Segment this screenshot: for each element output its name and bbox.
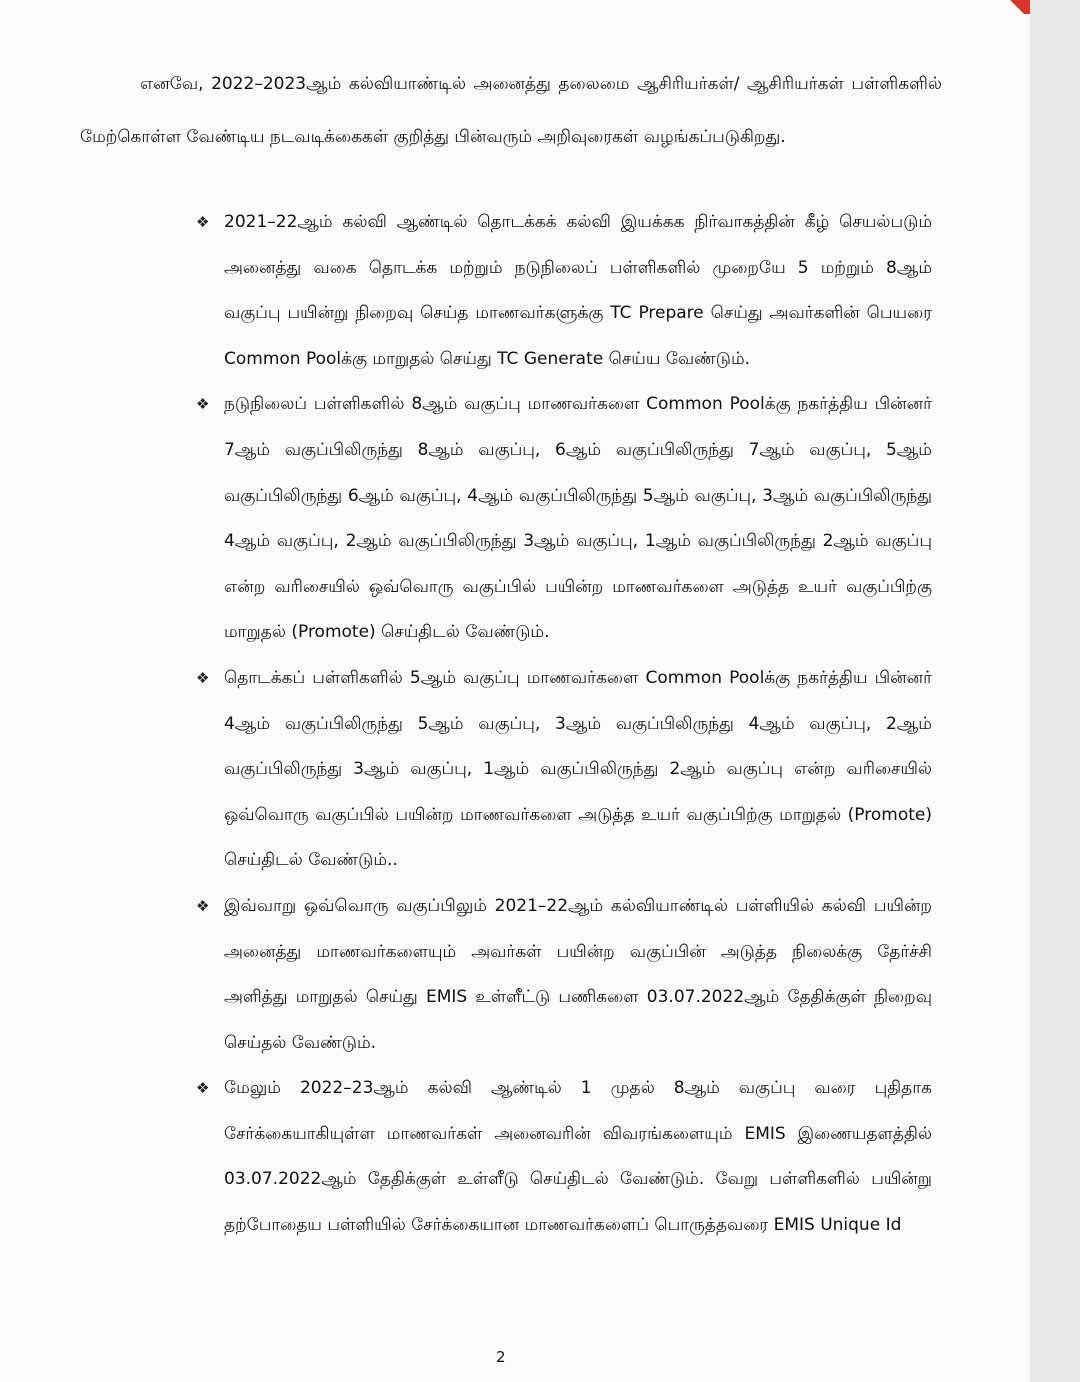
diamond-bullet-icon: ❖	[196, 395, 210, 414]
bullet-text: இவ்வாறு ஒவ்வொரு வகுப்பிலும் 2021–22ஆம் கல்வியாண்டில் பள்ளியில் கல்வி பயின்ற அனைத்து மாணவர்களையும் அவர்கள் பயின்ற வகுப்பின் அடுத்த நிலைக்கு தேர்ச்சி அளித்து மாறுதல் செய்து EMIS உள்ளீட்டு பணிகளை 03.07.2022ஆம் தேதிக்குள் நிறைவு செய்தல் வேண்டும்.	[224, 895, 932, 1053]
list-item	[196, 656, 932, 884]
bullet-text: தொடக்கப் பள்ளிகளில் 5ஆம் வகுப்பு மாணவர்களை Common Poolக்கு நகர்த்திய பின்னர் 4ஆம் வகுப்பிலிருந்து 5ஆம் வகுப்பு, 3ஆம் வகுப்பிலிருந்து 4ஆம் வகுப்பு, 2ஆம் வகுப்பிலிருந்து 3ஆம் வகுப்பு, 1ஆம் வகுப்பிலிருந்து 2ஆம் வகுப்பு என்ற வரிசையில் ஒவ்வொரு வகுப்பில் பயின்ற மாணவர்களை அடுத்த உயர் வகுப்பிற்கு மாறுதல் (Promote) செய்திடல் வேண்டும்..	[224, 667, 932, 871]
list-item	[196, 1066, 932, 1248]
bullet-text: 2021–22ஆம் கல்வி ஆண்டில் தொடக்கக் கல்வி இயக்கக நிர்வாகத்தின் கீழ் செயல்படும் அனைத்து வகை தொடக்க மற்றும் நடுநிலைப் பள்ளிகளில் முறையே 5 மற்றும் 8ஆம் வகுப்பு பயின்று நிறைவு செய்த மாணவர்களுக்கு TC Prepare செய்து அவர்களின் பெயரை Common Poolக்கு மாறுதல் செய்து TC Generate செய்ய வேண்டும்.	[224, 212, 932, 369]
list-item	[196, 884, 932, 1066]
diamond-bullet-icon: ❖	[196, 896, 210, 915]
list-item	[196, 382, 932, 656]
bullet-text: நடுநிலைப் பள்ளிகளில் 8ஆம் வகுப்பு மாணவர்களை Common Poolக்கு நகர்த்திய பின்னர் 7ஆம் வகுப்பிலிருந்து 8ஆம் வகுப்பு, 6ஆம் வகுப்பிலிருந்து 7ஆம் வகுப்பு, 5ஆம் வகுப்பிலிருந்து 6ஆம் வகுப்பு, 4ஆம் வகுப்பிலிருந்து 5ஆம் வகுப்பு, 3ஆம் வகுப்பிலிருந்து 4ஆம் வகுப்பு, 2ஆம் வகுப்பிலிருந்து 3ஆம் வகுப்பு, 1ஆம் வகுப்பிலிருந்து 2ஆம் வகுப்பு என்ற வரிசையில் ஒவ்வொரு வகுப்பில் பயின்ற மாணவர்களை அடுத்த உயர் வகுப்பிற்கு மாறுதல் (Promote) செய்திடல் வேண்டும்.	[224, 394, 932, 643]
diamond-bullet-icon: ❖	[196, 213, 210, 231]
intro-paragraph	[80, 58, 942, 164]
diamond-bullet-icon: ❖	[196, 1079, 210, 1098]
bullet-list	[196, 200, 932, 1249]
bullet-text: மேலும் 2022–23ஆம் கல்வி ஆண்டில் 1 முதல் 8ஆம் வகுப்பு வரை புதிதாக சேர்க்கையாகியுள்ள மாணவர்கள் அனைவரின் விவரங்களையும் EMIS இணையதளத்தில் 03.07.2022ஆம் தேதிக்குள் உள்ளீடு செய்திடல் வேண்டும். வேறு பள்ளிகளில் பயின்று தற்போதைய பள்ளியில் சேர்க்கையான மாணவர்களைப் பொருத்தவரை EMIS Unique Id	[224, 1078, 932, 1236]
list-item	[196, 200, 932, 382]
diamond-bullet-icon: ❖	[196, 668, 210, 687]
intro-text: எனவே, 2022–2023ஆம் கல்வியாண்டில் அனைத்து தலைமை ஆசிரியர்கள்/ ஆசிரியர்கள் பள்ளிகளில் மேற்கொள்ள வேண்டிய நடவடிக்கைகள் குறித்து பின்வரும் அறிவுரைகள் வழங்கப்படுகிறது.	[80, 74, 942, 147]
corner-mark	[1000, 0, 1030, 14]
page-number: 2	[496, 1348, 506, 1366]
